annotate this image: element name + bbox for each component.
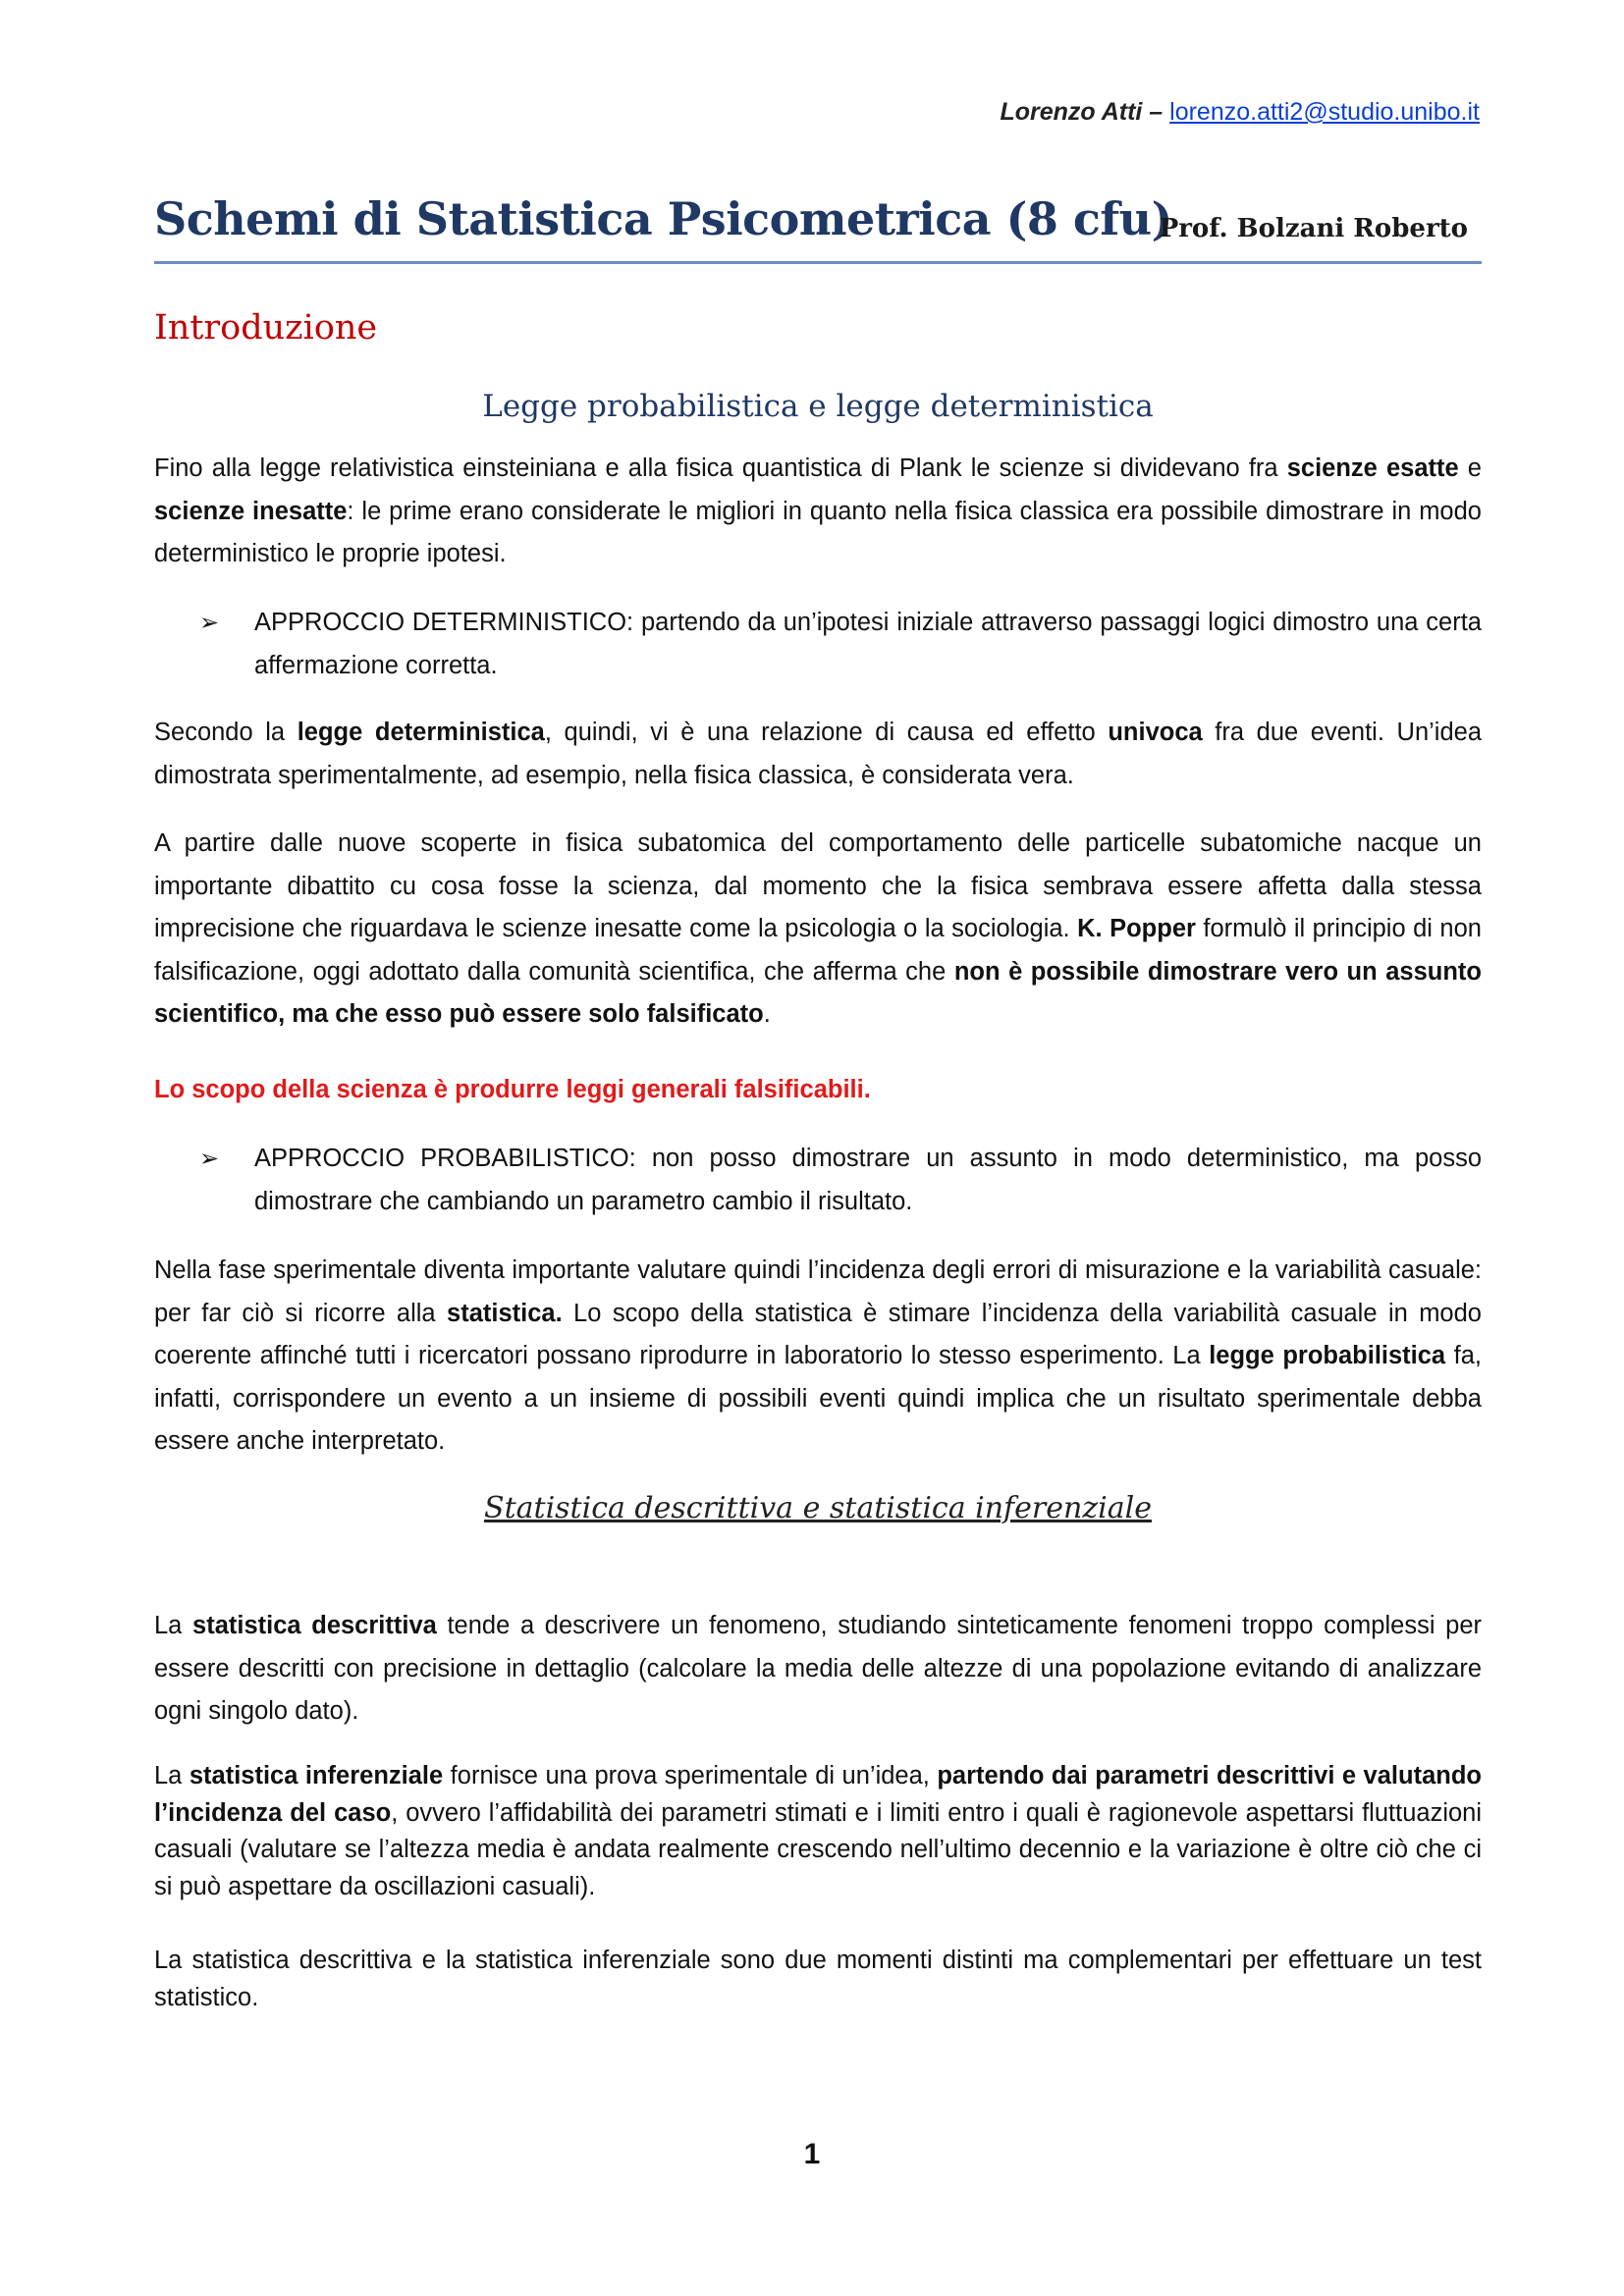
professor-name: Prof. Bolzani Roberto — [1159, 214, 1468, 243]
author-name: Lorenzo Atti — [1000, 98, 1143, 126]
paragraph-inferential — [154, 1758, 1482, 1905]
bold-run: scienze esatte — [1286, 454, 1459, 482]
author-separator: – — [1142, 98, 1170, 126]
subheading-descriptive-inferential: Statistica descrittiva e statistica inferenziale — [484, 1491, 1152, 1525]
text-run: formulò il principio di non falsificazione, oggi adottato dalla comunità scientifica, che afferma che — [154, 915, 1482, 986]
arrow-bullet-icon: ➢ — [199, 610, 220, 636]
paragraph-science-goal: Lo scopo della scienza è produrre leggi generali falsificabili. — [154, 1076, 871, 1103]
bold-run: legge probabilistica — [1209, 1342, 1446, 1369]
text-run: fornisce una prova sperimentale di un’idea, — [443, 1762, 938, 1789]
text-run: tende a descrivere un fenomeno, studiando sinteticamente fenomeni troppo complessi per essere descritti con precisione in dettaglio (calcolare la media delle altezze di una popolazione evitando di analizzare ogni singolo dato). — [154, 1612, 1483, 1725]
subheading-laws: Legge probabilistica e legge deterministica — [482, 389, 1154, 424]
paragraph-popper — [154, 823, 1482, 1037]
text-run: . — [763, 1000, 771, 1028]
bold-run: statistica. — [447, 1299, 563, 1327]
text-run: , ovvero l’affidabilità dei parametri stimati e i limiti entro i quali è ragionevole aspettarsi fluttuazioni casuali (valutare se l’altezza media è andata realmente crescendo nell’ultimo decennio e la variazione è oltre ciò che ci si può aspettare da oscillazioni casuali). — [154, 1798, 1483, 1900]
bold-run: univoca — [1108, 719, 1203, 746]
bold-run: partendo dai parametri descrittivi e valutando l’incidenza del caso — [154, 1762, 1482, 1827]
text-run: : le prime erano considerate le migliori in quanto nella fisica classica era possibile dimostrare in modo deterministico le proprie ipotesi. — [154, 497, 1482, 567]
bold-run: legge deterministica — [297, 719, 545, 746]
bold-run: statistica inferenziale — [189, 1762, 444, 1789]
text-run: , quindi, vi è una relazione di causa ed effetto — [544, 719, 1109, 746]
text-run: Nella fase sperimentale diventa importante valutare quindi l’incidenza degli errori di misurazione e la variabilità casuale: per far ciò si ricorre alla — [154, 1256, 1482, 1327]
paragraph-statistics — [154, 1250, 1482, 1464]
bullet-deterministic — [199, 602, 1482, 687]
paragraph-sciences — [154, 448, 1482, 576]
bold-run: K. Popper — [1077, 915, 1196, 942]
title-row — [154, 192, 1482, 264]
paragraph-complementary: La statistica descrittiva e la statistica inferenziale sono due momenti distinti ma complementari per effettuare un test statistico. — [154, 1947, 1482, 2011]
bold-run: statistica descrittiva — [192, 1612, 437, 1639]
document-title: Schemi di Statistica Psicometrica (8 cfu) — [154, 192, 1172, 245]
bullet-probabilistic — [199, 1138, 1482, 1223]
paragraph-descriptive — [154, 1605, 1482, 1734]
text-run: Lo scopo della statistica è stimare l’incidenza della variabilità casuale in modo coerente affinché tutti i ricercatori possano riprodurre in laboratorio lo stesso esperimento. La — [154, 1299, 1482, 1369]
author-line — [1000, 98, 1480, 127]
arrow-bullet-icon: ➢ — [199, 1146, 220, 1172]
text-run: Fino alla legge relativistica einsteiniana e alla fisica quantistica di Plank le scienze si dividevano fra — [154, 454, 1287, 482]
text-run: fra due eventi. Un’idea dimostrata sperimentalmente, ad esempio, nella fisica classica, è considerata vera. — [154, 719, 1482, 789]
text-run: La — [154, 1762, 189, 1789]
text-run: A partire dalle nuove scoperte in fisica subatomica del comportamento delle particelle subatomiche nacque un importante dibattito cu cosa fosse la scienza, dal momento che la fisica sembrava essere affetta dalla stessa imprecisione che riguardava le scienze inesatte come la psicologia o la sociologia. — [154, 829, 1482, 942]
bullet-text: APPROCCIO DETERMINISTICO: partendo da un’ipotesi iniziale attraverso passaggi logici dimostro una certa affermazione corretta. — [254, 609, 1482, 679]
text-run: e — [1458, 454, 1482, 482]
paragraph-deterministic-law — [154, 712, 1482, 797]
text-run: fa, infatti, corrispondere un evento a un insieme di possibili eventi quindi implica che un risultato sperimentale debba essere anche interpretato. — [154, 1342, 1482, 1455]
author-email-link[interactable]: lorenzo.atti2@studio.unibo.it — [1169, 98, 1480, 126]
page-number: 1 — [803, 2138, 821, 2170]
text-run: La — [154, 1612, 193, 1639]
bold-run: scienze inesatte — [154, 497, 348, 525]
section-heading: Introduzione — [154, 308, 378, 347]
bullet-text: APPROCCIO PROBABILISTICO: non posso dimostrare un assunto in modo deterministico, ma posso dimostrare che cambiando un parametro cambio il risultato. — [254, 1145, 1482, 1215]
text-run: Secondo la — [154, 719, 298, 746]
bold-run: non è possibile dimostrare vero un assunto scientifico, ma che esso può essere solo falsificato — [154, 957, 1482, 1028]
